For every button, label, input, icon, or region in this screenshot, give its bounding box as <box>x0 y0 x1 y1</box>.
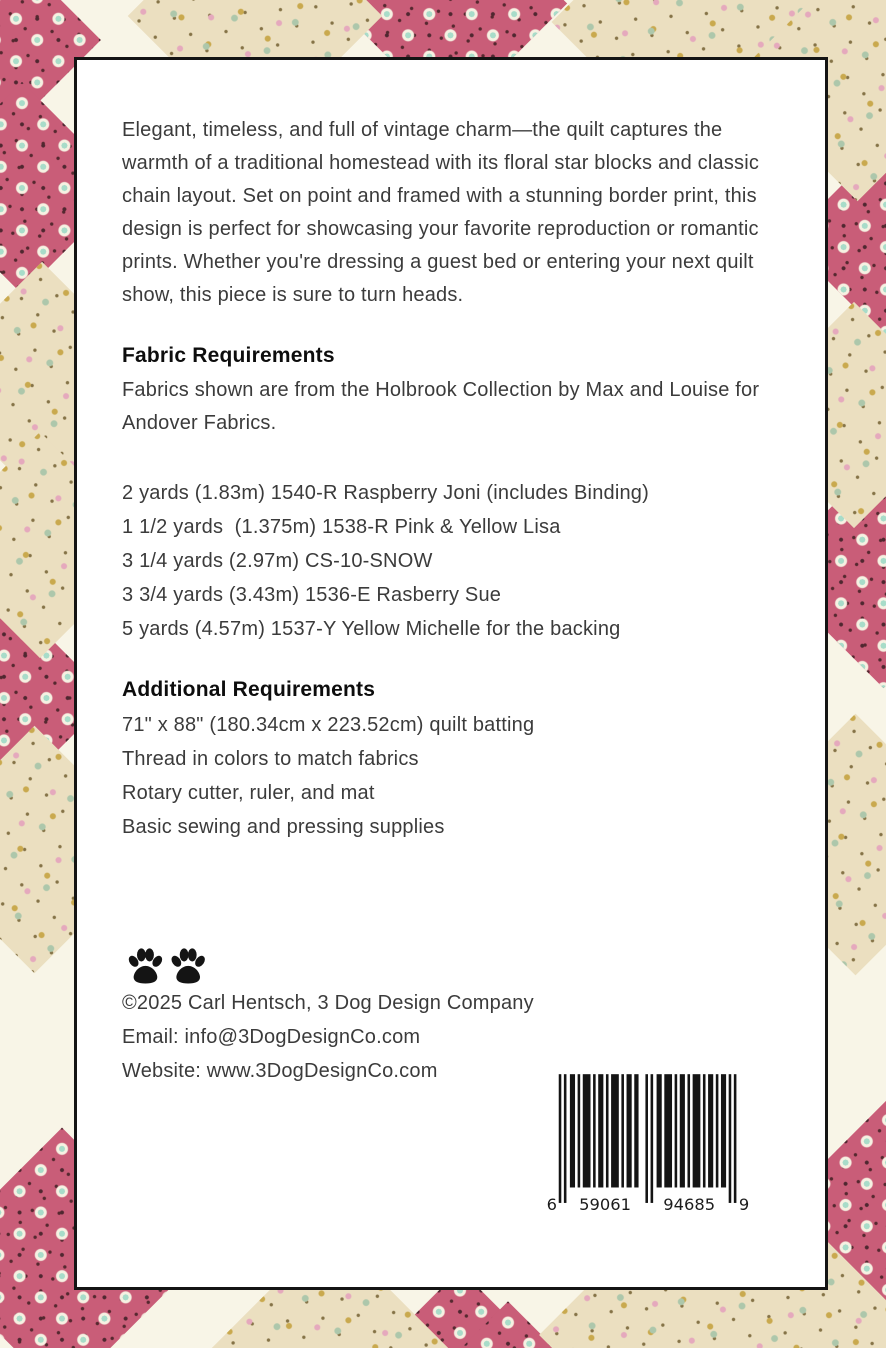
barcode-left-digit: 6 <box>546 1194 558 1214</box>
description-paragraph: Elegant, timeless, and full of vintage charm—the quilt captures the warmth of a traditional homestead with its floral star blocks and classic chain layout. Set on point and framed with a stunning border print, this design is perfect for showcasing your favorite reproduction or romantic prints. Whether you're dressing a guest bed or entering your next quilt show, this piece is sure to turn heads. <box>122 119 760 306</box>
content-panel <box>74 57 828 1290</box>
upc-barcode <box>545 1062 751 1234</box>
list-item: 3 3/4 yards (3.43m) 1536-E Rasberry Sue <box>122 584 502 606</box>
barcode-right-digit: 9 <box>738 1194 750 1214</box>
list-item: 1 1/2 yards (1.375m) 1538-R Pink & Yellow Lisa <box>122 516 561 538</box>
website-text: Website: www.3DogDesignCo.com <box>122 1060 438 1082</box>
list-item: 3 1/4 yards (2.97m) CS-10-SNOW <box>122 550 433 572</box>
email-text: Email: info@3DogDesignCo.com <box>122 1026 421 1048</box>
copyright-text: ©2025 Carl Hentsch, 3 Dog Design Company <box>122 992 534 1014</box>
list-item: Thread in colors to match fabrics <box>122 748 419 770</box>
fabric-requirements-intro: Fabrics shown are from the Holbrook Collection by Max and Louise for Andover Fabrics. <box>122 379 760 434</box>
additional-requirements-list <box>122 708 785 844</box>
list-item: Basic sewing and pressing supplies <box>122 816 445 838</box>
list-item: 71" x 88" (180.34cm x 223.52cm) quilt batting <box>122 714 535 736</box>
fabric-requirements-list <box>122 476 785 646</box>
barcode-bars <box>545 1062 751 1234</box>
list-item: 5 yards (4.57m) 1537-Y Yellow Michelle for the backing <box>122 618 621 640</box>
additional-requirements-heading: Additional Requirements <box>122 678 376 701</box>
list-item: 2 yards (1.83m) 1540-R Raspberry Joni (includes Binding) <box>122 482 649 504</box>
barcode-group2: 94685 <box>663 1194 716 1214</box>
barcode-group1: 59061 <box>579 1194 632 1214</box>
paw-prints-icon <box>124 944 216 984</box>
list-item: Rotary cutter, ruler, and mat <box>122 782 375 804</box>
fabric-requirements-heading: Fabric Requirements <box>122 344 335 367</box>
